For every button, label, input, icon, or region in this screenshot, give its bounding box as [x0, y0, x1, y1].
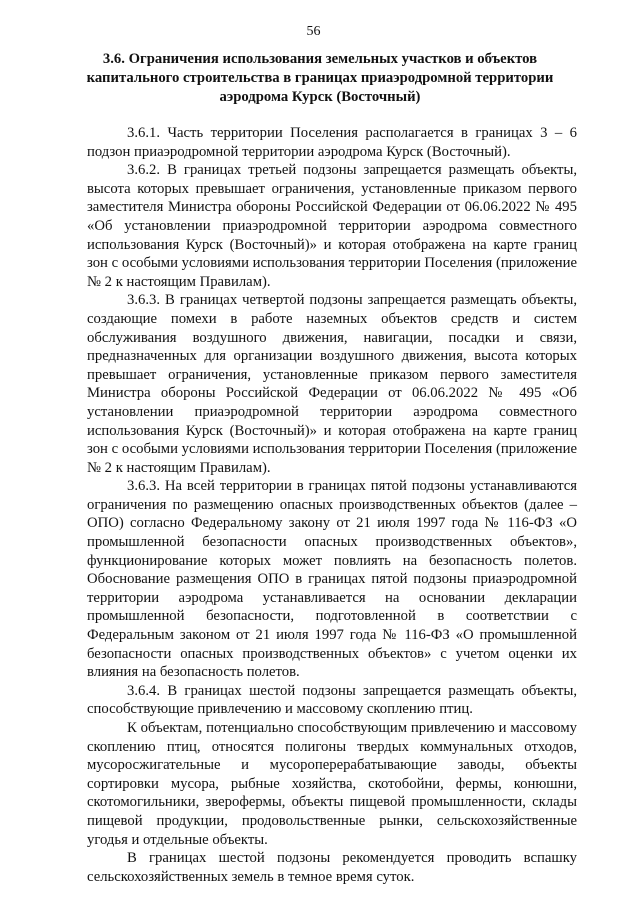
section-title-line: аэродрома Курск (Восточный) — [219, 89, 421, 105]
section-title-line: капитального строительства в границах приаэродромной территории — [86, 70, 554, 86]
paragraph-3-6-4: 3.6.4. В границах шестой подзоны запрещается размещать объекты, способствующие привлечению и массовому скоплению птиц. — [87, 682, 577, 718]
page-number: 56 — [306, 24, 321, 39]
paragraph-3-6-3-fourth-subzone: 3.6.3. В границах четвертой подзоны запрещается размещать объекты, создающие помехи в работе наземных объектов средств и систем обслуживания воздушного движения, навигации, посадки и связи, предназначенных для организации воздушного движения, высота которых превышает ограничения, установленные приказом первого заместителя Министра обороны Российской Федерации от 06.06.2022 № 495 «Об установлении приаэродромной территории аэродрома совместного использования Курск (Восточный)» и которая отображена на карте границ зон с особыми условиями использования территории Поселения (приложение № 2 к настоящим Правилам). — [87, 292, 577, 476]
section-title — [86, 50, 554, 107]
document-body — [87, 124, 577, 886]
paragraph-bird-attracting-objects: К объектам, потенциально способствующим привлечению и массовому скоплению птиц, относятся полигоны твердых коммунальных отходов, мусоросжигательные и мусороперерабатывающие заводы, объекты сортировки мусора, рыбные хозяйства, скотобойни, фермы, конюшни, скотомогильники, зверофермы, объекты пищевой промышленности, склады пищевой продукции, продовольственные рынки, сельскохозяйственные угодья и отдельные объекты. — [87, 720, 577, 848]
paragraph-plowing-recommendation: В границах шестой подзоны рекомендуется проводить вспашку сельскохозяйственных земель в темное время суток. — [87, 850, 577, 885]
paragraph-3-6-3-fifth-subzone: 3.6.3. На всей территории в границах пятой подзоны устанавливаются ограничения по размещению опасных производственных объектов (далее – ОПО) согласно Федеральному закону от 21 июля 1997 года № 116-ФЗ «О промышленной безопасности опасных производственных объектов», функционирование которых может повлиять на безопасность полетов. Обоснование размещения ОПО в границах пятой подзоны приаэродромной территории аэродрома устанавливается на основании декларации промышленной безопасности, подготовленной в соответствии с Федеральным законом от 21 июля 1997 года № 116-ФЗ «О промышленной безопасности опасных производственных объектов» с учетом оценки их влияния на безопасность полетов. — [87, 478, 577, 681]
section-title-line: 3.6. Ограничения использования земельных участков и объектов — [102, 51, 538, 67]
paragraph-3-6-1: 3.6.1. Часть территории Поселения располагается в границах 3 – 6 подзон приаэродромной территории аэродрома Курск (Восточный). — [87, 125, 577, 160]
paragraph-3-6-2: 3.6.2. В границах третьей подзоны запрещается размещать объекты, высота которых превышает ограничения, установленные приказом первого заместителя Министра обороны Российской Федерации от 06.06.2022 № 495 «Об установлении приаэродромной территории аэродрома совместного использования Курск (Восточный)» и которая отображена на карте границ зон с особыми условиями использования территории Поселения (приложение № 2 к настоящим Правилам). — [87, 162, 577, 290]
